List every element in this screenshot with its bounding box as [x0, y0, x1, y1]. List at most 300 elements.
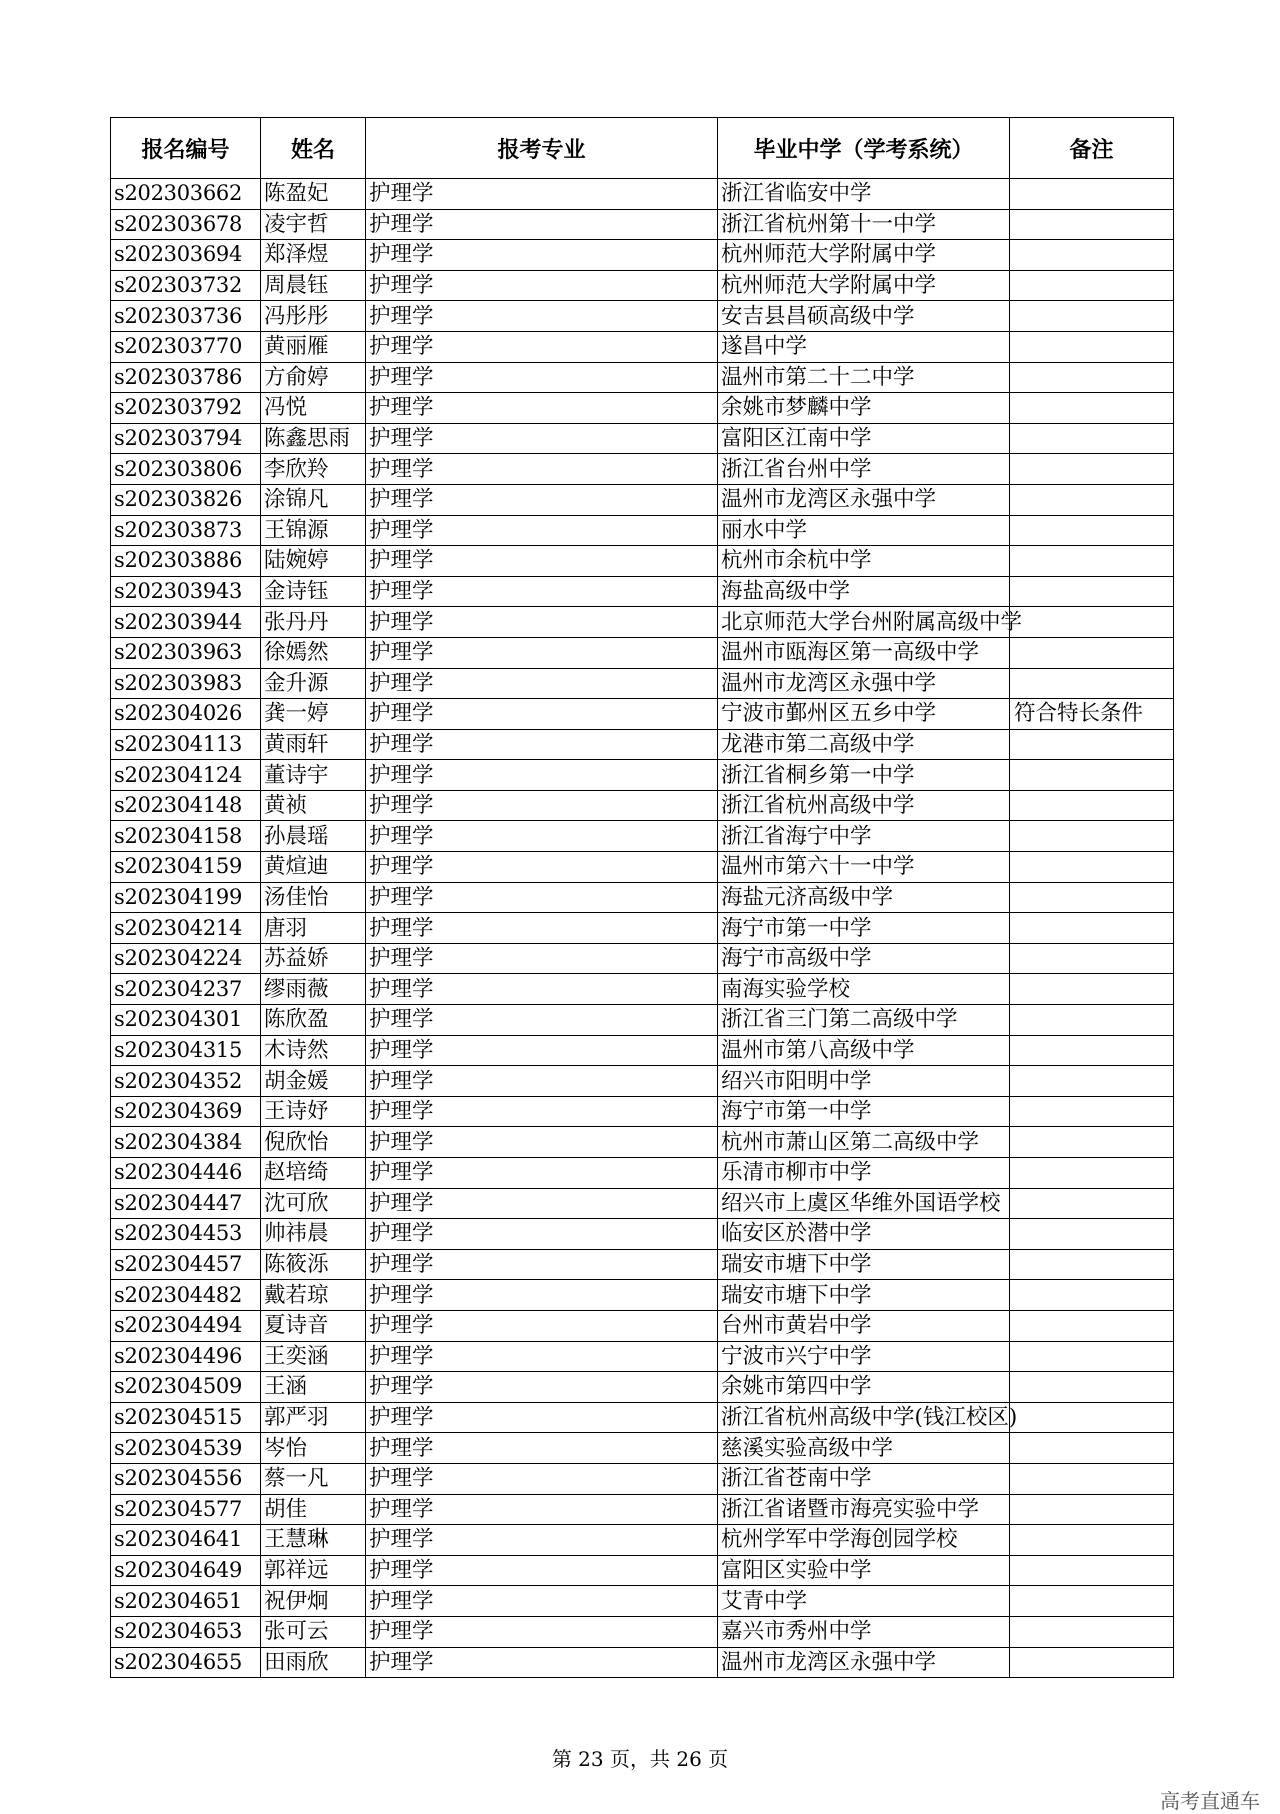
- table-row: [111, 484, 1174, 515]
- cell-school: 杭州师范大学附属中学: [718, 270, 1010, 301]
- cell-note: [1010, 484, 1174, 515]
- cell-note: [1010, 1280, 1174, 1311]
- cell-note: [1010, 1463, 1174, 1494]
- cell-major: 护理学: [366, 1249, 718, 1280]
- cell-note: [1010, 1249, 1174, 1280]
- cell-name: 涂锦凡: [261, 484, 366, 515]
- cell-registration-id: s202303944: [111, 607, 261, 638]
- cell-name: 王奕涵: [261, 1341, 366, 1372]
- cell-registration-id: s202303983: [111, 668, 261, 699]
- cell-major: 护理学: [366, 943, 718, 974]
- cell-name: 张丹丹: [261, 607, 366, 638]
- cell-note: [1010, 1096, 1174, 1127]
- cell-school: 嘉兴市秀州中学: [718, 1616, 1010, 1647]
- cell-school: 艾青中学: [718, 1586, 1010, 1617]
- table-row: [111, 852, 1174, 883]
- header-registration-id: 报名编号: [111, 118, 261, 179]
- cell-name: 李欣羚: [261, 454, 366, 485]
- cell-major: 护理学: [366, 393, 718, 424]
- cell-name: 孙晨瑶: [261, 821, 366, 852]
- cell-note: [1010, 1188, 1174, 1219]
- cell-note: 符合特长条件: [1010, 699, 1174, 730]
- table-row: [111, 1372, 1174, 1403]
- cell-registration-id: s202304577: [111, 1494, 261, 1525]
- cell-registration-id: s202304509: [111, 1372, 261, 1403]
- cell-major: 护理学: [366, 1035, 718, 1066]
- cell-registration-id: s202303694: [111, 240, 261, 271]
- cell-registration-id: s202303963: [111, 637, 261, 668]
- cell-school: 瑞安市塘下中学: [718, 1280, 1010, 1311]
- cell-note: [1010, 1433, 1174, 1464]
- cell-registration-id: s202304447: [111, 1188, 261, 1219]
- cell-registration-id: s202304496: [111, 1341, 261, 1372]
- table-row: [111, 943, 1174, 974]
- cell-name: 冯彤彤: [261, 301, 366, 332]
- cell-major: 护理学: [366, 760, 718, 791]
- cell-major: 护理学: [366, 179, 718, 210]
- cell-note: [1010, 179, 1174, 210]
- table-row: [111, 1096, 1174, 1127]
- cell-school: 温州市第二十二中学: [718, 362, 1010, 393]
- table-row: [111, 179, 1174, 210]
- cell-school: 浙江省桐乡第一中学: [718, 760, 1010, 791]
- table-row: [111, 240, 1174, 271]
- cell-note: [1010, 1066, 1174, 1097]
- cell-note: [1010, 943, 1174, 974]
- cell-registration-id: s202304651: [111, 1586, 261, 1617]
- cell-name: 凌宇哲: [261, 209, 366, 240]
- cell-registration-id: s202303943: [111, 576, 261, 607]
- cell-note: [1010, 393, 1174, 424]
- cell-school: 浙江省三门第二高级中学: [718, 1005, 1010, 1036]
- cell-note: [1010, 607, 1174, 638]
- cell-school: 绍兴市阳明中学: [718, 1066, 1010, 1097]
- cell-school: 杭州市余杭中学: [718, 546, 1010, 577]
- cell-note: [1010, 576, 1174, 607]
- cell-note: [1010, 852, 1174, 883]
- cell-note: [1010, 1494, 1174, 1525]
- cell-note: [1010, 240, 1174, 271]
- cell-major: 护理学: [366, 1005, 718, 1036]
- cell-registration-id: s202303786: [111, 362, 261, 393]
- cell-major: 护理学: [366, 576, 718, 607]
- cell-note: [1010, 913, 1174, 944]
- cell-registration-id: s202304369: [111, 1096, 261, 1127]
- cell-registration-id: s202304224: [111, 943, 261, 974]
- cell-name: 冯悦: [261, 393, 366, 424]
- cell-major: 护理学: [366, 852, 718, 883]
- cell-registration-id: s202304446: [111, 1158, 261, 1189]
- table-row: [111, 393, 1174, 424]
- cell-school: 杭州学军中学海创园学校: [718, 1525, 1010, 1556]
- table-row: [111, 1402, 1174, 1433]
- cell-note: [1010, 1341, 1174, 1372]
- cell-registration-id: s202304214: [111, 913, 261, 944]
- cell-registration-id: s202304124: [111, 760, 261, 791]
- table-row: [111, 637, 1174, 668]
- cell-major: 护理学: [366, 1280, 718, 1311]
- cell-major: 护理学: [366, 790, 718, 821]
- cell-name: 缪雨薇: [261, 974, 366, 1005]
- cell-name: 唐羽: [261, 913, 366, 944]
- cell-registration-id: s202304515: [111, 1402, 261, 1433]
- cell-name: 陈鑫思雨: [261, 423, 366, 454]
- cell-school: 南海实验学校: [718, 974, 1010, 1005]
- table-header-row: [111, 118, 1174, 179]
- cell-note: [1010, 1647, 1174, 1678]
- cell-major: 护理学: [366, 1219, 718, 1250]
- cell-major: 护理学: [366, 1525, 718, 1556]
- cell-note: [1010, 1005, 1174, 1036]
- cell-name: 蔡一凡: [261, 1463, 366, 1494]
- cell-name: 苏益娇: [261, 943, 366, 974]
- cell-registration-id: s202304649: [111, 1555, 261, 1586]
- cell-school: 安吉县昌硕高级中学: [718, 301, 1010, 332]
- cell-major: 护理学: [366, 699, 718, 730]
- cell-name: 董诗宇: [261, 760, 366, 791]
- cell-major: 护理学: [366, 209, 718, 240]
- cell-note: [1010, 1219, 1174, 1250]
- cell-major: 护理学: [366, 1647, 718, 1678]
- cell-note: [1010, 515, 1174, 546]
- cell-note: [1010, 209, 1174, 240]
- cell-note: [1010, 974, 1174, 1005]
- cell-school: 富阳区江南中学: [718, 423, 1010, 454]
- cell-school: 遂昌中学: [718, 331, 1010, 362]
- table-row: [111, 1249, 1174, 1280]
- cell-name: 祝伊炯: [261, 1586, 366, 1617]
- cell-major: 护理学: [366, 729, 718, 760]
- cell-school: 浙江省台州中学: [718, 454, 1010, 485]
- cell-name: 郭祥远: [261, 1555, 366, 1586]
- cell-major: 护理学: [366, 1341, 718, 1372]
- cell-major: 护理学: [366, 668, 718, 699]
- cell-major: 护理学: [366, 607, 718, 638]
- cell-major: 护理学: [366, 1066, 718, 1097]
- cell-note: [1010, 790, 1174, 821]
- cell-school: 温州市龙湾区永强中学: [718, 668, 1010, 699]
- cell-note: [1010, 1158, 1174, 1189]
- table-row: [111, 699, 1174, 730]
- cell-registration-id: s202304539: [111, 1433, 261, 1464]
- table-row: [111, 729, 1174, 760]
- cell-registration-id: s202303732: [111, 270, 261, 301]
- table-row: [111, 362, 1174, 393]
- cell-major: 护理学: [366, 1158, 718, 1189]
- cell-major: 护理学: [366, 301, 718, 332]
- cell-note: [1010, 270, 1174, 301]
- cell-school: 宁波市鄞州区五乡中学: [718, 699, 1010, 730]
- cell-name: 龚一婷: [261, 699, 366, 730]
- table-row: [111, 1525, 1174, 1556]
- cell-name: 王诗妤: [261, 1096, 366, 1127]
- table-row: [111, 331, 1174, 362]
- header-school: 毕业中学（学考系统）: [718, 118, 1010, 179]
- cell-name: 夏诗音: [261, 1310, 366, 1341]
- cell-name: 陈筱泺: [261, 1249, 366, 1280]
- cell-note: [1010, 362, 1174, 393]
- cell-school: 富阳区实验中学: [718, 1555, 1010, 1586]
- cell-registration-id: s202303794: [111, 423, 261, 454]
- table-row: [111, 1005, 1174, 1036]
- cell-school: 宁波市兴宁中学: [718, 1341, 1010, 1372]
- cell-major: 护理学: [366, 1188, 718, 1219]
- cell-major: 护理学: [366, 974, 718, 1005]
- cell-school: 温州市瓯海区第一高级中学: [718, 637, 1010, 668]
- cell-school: 杭州市萧山区第二高级中学: [718, 1127, 1010, 1158]
- cell-registration-id: s202304148: [111, 790, 261, 821]
- cell-school: 海宁市高级中学: [718, 943, 1010, 974]
- cell-registration-id: s202304026: [111, 699, 261, 730]
- cell-name: 黄丽雁: [261, 331, 366, 362]
- admission-list-table: [110, 117, 1174, 1678]
- cell-name: 陈欣盈: [261, 1005, 366, 1036]
- cell-note: [1010, 454, 1174, 485]
- cell-name: 倪欣怡: [261, 1127, 366, 1158]
- cell-school: 浙江省诸暨市海亮实验中学: [718, 1494, 1010, 1525]
- table-row: [111, 1188, 1174, 1219]
- cell-school: 温州市第六十一中学: [718, 852, 1010, 883]
- cell-name: 王锦源: [261, 515, 366, 546]
- table-row: [111, 576, 1174, 607]
- cell-registration-id: s202303886: [111, 546, 261, 577]
- cell-school: 温州市龙湾区永强中学: [718, 484, 1010, 515]
- table-row: [111, 1341, 1174, 1372]
- table-row: [111, 1494, 1174, 1525]
- cell-school: 浙江省海宁中学: [718, 821, 1010, 852]
- cell-name: 金升源: [261, 668, 366, 699]
- cell-major: 护理学: [366, 821, 718, 852]
- cell-note: [1010, 1310, 1174, 1341]
- cell-major: 护理学: [366, 1586, 718, 1617]
- cell-major: 护理学: [366, 1463, 718, 1494]
- cell-registration-id: s202304457: [111, 1249, 261, 1280]
- cell-school: 温州市第八高级中学: [718, 1035, 1010, 1066]
- cell-major: 护理学: [366, 1310, 718, 1341]
- cell-name: 王涵: [261, 1372, 366, 1403]
- cell-name: 郑泽煜: [261, 240, 366, 271]
- cell-major: 护理学: [366, 882, 718, 913]
- cell-note: [1010, 637, 1174, 668]
- cell-registration-id: s202304494: [111, 1310, 261, 1341]
- cell-school: 浙江省临安中学: [718, 179, 1010, 210]
- cell-note: [1010, 301, 1174, 332]
- cell-name: 陈盈妃: [261, 179, 366, 210]
- cell-name: 周晨钰: [261, 270, 366, 301]
- cell-name: 黄雨轩: [261, 729, 366, 760]
- table-row: [111, 301, 1174, 332]
- cell-major: 护理学: [366, 240, 718, 271]
- cell-note: [1010, 821, 1174, 852]
- table-row: [111, 882, 1174, 913]
- cell-registration-id: s202304199: [111, 882, 261, 913]
- cell-school: 余姚市第四中学: [718, 1372, 1010, 1403]
- cell-school: 慈溪实验高级中学: [718, 1433, 1010, 1464]
- table-row: [111, 607, 1174, 638]
- cell-major: 护理学: [366, 362, 718, 393]
- table-row: [111, 1433, 1174, 1464]
- cell-major: 护理学: [366, 546, 718, 577]
- table-row: [111, 974, 1174, 1005]
- cell-school: 台州市黄岩中学: [718, 1310, 1010, 1341]
- table-row: [111, 423, 1174, 454]
- cell-name: 田雨欣: [261, 1647, 366, 1678]
- cell-name: 王慧琳: [261, 1525, 366, 1556]
- cell-note: [1010, 1372, 1174, 1403]
- table-row: [111, 1219, 1174, 1250]
- cell-name: 汤佳怡: [261, 882, 366, 913]
- cell-school: 温州市龙湾区永强中学: [718, 1647, 1010, 1678]
- cell-registration-id: s202303806: [111, 454, 261, 485]
- cell-major: 护理学: [366, 1433, 718, 1464]
- cell-school: 浙江省杭州高级中学(钱江校区): [718, 1402, 1010, 1433]
- table-row: [111, 454, 1174, 485]
- table-row: [111, 760, 1174, 791]
- cell-note: [1010, 1616, 1174, 1647]
- cell-name: 木诗然: [261, 1035, 366, 1066]
- table-row: [111, 1066, 1174, 1097]
- cell-registration-id: s202303873: [111, 515, 261, 546]
- table-row: [111, 1127, 1174, 1158]
- cell-school: 绍兴市上虞区华维外国语学校: [718, 1188, 1010, 1219]
- cell-name: 陆婉婷: [261, 546, 366, 577]
- cell-registration-id: s202303792: [111, 393, 261, 424]
- cell-major: 护理学: [366, 1494, 718, 1525]
- cell-name: 郭严羽: [261, 1402, 366, 1433]
- cell-name: 徐嫣然: [261, 637, 366, 668]
- cell-major: 护理学: [366, 331, 718, 362]
- cell-registration-id: s202304301: [111, 1005, 261, 1036]
- cell-name: 黄祯: [261, 790, 366, 821]
- cell-registration-id: s202304159: [111, 852, 261, 883]
- cell-registration-id: s202304352: [111, 1066, 261, 1097]
- cell-name: 黄煊迪: [261, 852, 366, 883]
- cell-school: 临安区於潜中学: [718, 1219, 1010, 1250]
- table-row: [111, 546, 1174, 577]
- cell-major: 护理学: [366, 1402, 718, 1433]
- cell-school: 海盐元济高级中学: [718, 882, 1010, 913]
- cell-name: 方俞婷: [261, 362, 366, 393]
- cell-registration-id: s202303826: [111, 484, 261, 515]
- cell-school: 北京师范大学台州附属高级中学: [718, 607, 1010, 638]
- cell-major: 护理学: [366, 1372, 718, 1403]
- header-major: 报考专业: [366, 118, 718, 179]
- cell-name: 胡金媛: [261, 1066, 366, 1097]
- cell-school: 海宁市第一中学: [718, 1096, 1010, 1127]
- cell-registration-id: s202303678: [111, 209, 261, 240]
- cell-registration-id: s202304482: [111, 1280, 261, 1311]
- cell-school: 浙江省苍南中学: [718, 1463, 1010, 1494]
- cell-name: 沈可欣: [261, 1188, 366, 1219]
- cell-school: 杭州师范大学附属中学: [718, 240, 1010, 271]
- page-footer: 第 23 页，共 26 页: [551, 1747, 729, 1771]
- cell-school: 龙港市第二高级中学: [718, 729, 1010, 760]
- cell-note: [1010, 1035, 1174, 1066]
- cell-major: 护理学: [366, 270, 718, 301]
- cell-note: [1010, 546, 1174, 577]
- cell-registration-id: s202304655: [111, 1647, 261, 1678]
- cell-note: [1010, 1586, 1174, 1617]
- table-row: [111, 790, 1174, 821]
- table-row: [111, 515, 1174, 546]
- cell-registration-id: s202304653: [111, 1616, 261, 1647]
- cell-name: 张可云: [261, 1616, 366, 1647]
- watermark-text: 高考直通车: [1160, 1789, 1260, 1813]
- table-row: [111, 821, 1174, 852]
- header-name: 姓名: [261, 118, 366, 179]
- cell-major: 护理学: [366, 913, 718, 944]
- cell-name: 胡佳: [261, 1494, 366, 1525]
- cell-registration-id: s202303770: [111, 331, 261, 362]
- table-row: [111, 1463, 1174, 1494]
- cell-name: 帅祎晨: [261, 1219, 366, 1250]
- cell-major: 护理学: [366, 1127, 718, 1158]
- table-row: [111, 1280, 1174, 1311]
- cell-school: 乐清市柳市中学: [718, 1158, 1010, 1189]
- cell-registration-id: s202304315: [111, 1035, 261, 1066]
- table-row: [111, 1158, 1174, 1189]
- cell-major: 护理学: [366, 1555, 718, 1586]
- table-row: [111, 1647, 1174, 1678]
- cell-school: 海宁市第一中学: [718, 913, 1010, 944]
- header-note: 备注: [1010, 118, 1174, 179]
- cell-school: 瑞安市塘下中学: [718, 1249, 1010, 1280]
- cell-registration-id: s202304556: [111, 1463, 261, 1494]
- cell-major: 护理学: [366, 515, 718, 546]
- table-row: [111, 1035, 1174, 1066]
- cell-note: [1010, 1555, 1174, 1586]
- cell-registration-id: s202304384: [111, 1127, 261, 1158]
- cell-note: [1010, 1525, 1174, 1556]
- cell-note: [1010, 760, 1174, 791]
- cell-major: 护理学: [366, 423, 718, 454]
- table-row: [111, 1586, 1174, 1617]
- cell-name: 金诗钰: [261, 576, 366, 607]
- cell-school: 海盐高级中学: [718, 576, 1010, 607]
- cell-registration-id: s202304237: [111, 974, 261, 1005]
- cell-note: [1010, 729, 1174, 760]
- cell-major: 护理学: [366, 1616, 718, 1647]
- cell-note: [1010, 1127, 1174, 1158]
- cell-name: 岑怡: [261, 1433, 366, 1464]
- cell-note: [1010, 423, 1174, 454]
- cell-school: 浙江省杭州高级中学: [718, 790, 1010, 821]
- cell-registration-id: s202304641: [111, 1525, 261, 1556]
- cell-registration-id: s202304453: [111, 1219, 261, 1250]
- cell-note: [1010, 882, 1174, 913]
- cell-name: 戴若琼: [261, 1280, 366, 1311]
- cell-major: 护理学: [366, 637, 718, 668]
- cell-school: 浙江省杭州第十一中学: [718, 209, 1010, 240]
- cell-name: 赵培绮: [261, 1158, 366, 1189]
- cell-major: 护理学: [366, 1096, 718, 1127]
- cell-note: [1010, 1402, 1174, 1433]
- table-row: [111, 1555, 1174, 1586]
- table-row: [111, 913, 1174, 944]
- table-row: [111, 270, 1174, 301]
- table-row: [111, 1616, 1174, 1647]
- cell-school: 余姚市梦麟中学: [718, 393, 1010, 424]
- table-row: [111, 209, 1174, 240]
- cell-note: [1010, 668, 1174, 699]
- cell-registration-id: s202303736: [111, 301, 261, 332]
- cell-major: 护理学: [366, 484, 718, 515]
- cell-major: 护理学: [366, 454, 718, 485]
- cell-registration-id: s202304113: [111, 729, 261, 760]
- cell-registration-id: s202303662: [111, 179, 261, 210]
- cell-note: [1010, 331, 1174, 362]
- cell-school: 丽水中学: [718, 515, 1010, 546]
